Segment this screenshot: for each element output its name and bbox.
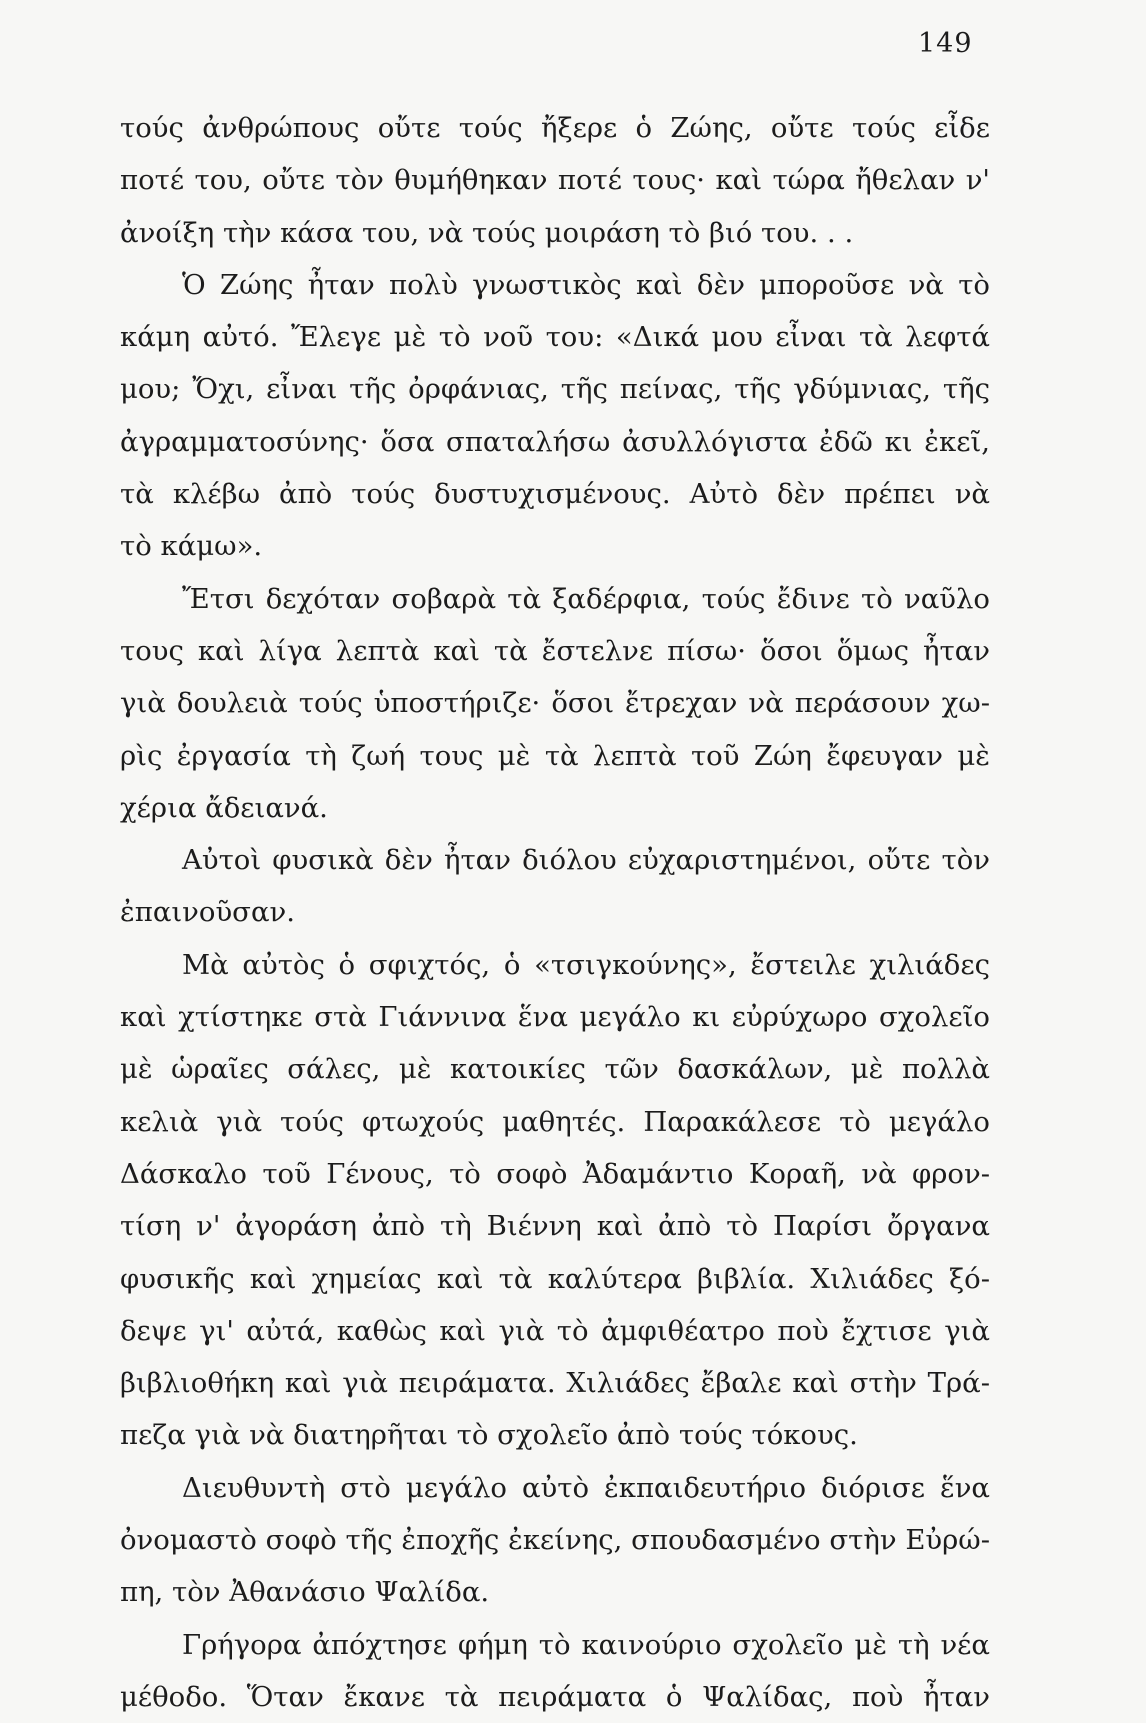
text-line: Δάσκαλο τοῦ Γένους, τὸ σοφὸ Ἀδαμάντιο Κοραῆ, νὰ φρον- (120, 1157, 990, 1190)
page-number: 149 (918, 28, 973, 59)
text-line: τὸ κάμω». (120, 530, 263, 563)
text-line: μὲ ὡραῖες σάλες, μὲ κατοικίες τῶν δασκάλων, μὲ πολλὰ (120, 1053, 990, 1086)
text-line: χέρια ἄδειανά. (120, 791, 328, 824)
text-line: Γρήγορα ἀπόχτησε φήμη τὸ καινούριο σχολεῖο μὲ τὴ νέα (182, 1628, 990, 1661)
text-line: πεζα γιὰ νὰ διατηρῆται τὸ σχολεῖο ἀπὸ τούς τόκους. (120, 1419, 858, 1452)
text-line: μέθοδο. Ὅταν ἔκανε τὰ πειράματα ὁ Ψαλίδας, ποὺ ἦταν (120, 1680, 990, 1713)
text-line: πη, τὸν Ἀθανάσιο Ψαλίδα. (120, 1576, 490, 1609)
text-line: Ἔτσι δεχόταν σοβαρὰ τὰ ξαδέρφια, τούς ἔδινε τὸ ναῦλο (182, 582, 990, 615)
text-line: φυσικῆς καὶ χημείας καὶ τὰ καλύτερα βιβλία. Χιλιάδες ξό- (120, 1262, 990, 1295)
text-line: τους καὶ λίγα λεπτὰ καὶ τὰ ἔστελνε πίσω· ὅσοι ὅμως ἦταν (120, 634, 990, 667)
text-line: Διευθυντὴ στὸ μεγάλο αὐτὸ ἐκπαιδευτήριο διόρισε ἕνα (182, 1471, 990, 1504)
text-line: βιβλιοθήκη καὶ γιὰ πειράματα. Χιλιάδες ἔβαλε καὶ στὴν Τρά- (120, 1367, 990, 1400)
text-line: γιὰ δουλειὰ τούς ὑποστήριζε· ὅσοι ἔτρεχαν νὰ περάσουν χω- (120, 687, 990, 720)
text-line: Μὰ αὐτὸς ὁ σφιχτός, ὁ «τσιγκούνης», ἔστειλε χιλιάδες (182, 948, 990, 981)
text-line: Ὁ Ζώης ἦταν πολὺ γνωστικὸς καὶ δὲν μποροῦσε νὰ τὸ (182, 268, 990, 301)
body-text (120, 102, 990, 1723)
text-line: τίση ν' ἀγοράση ἀπὸ τὴ Βιέννη καὶ ἀπὸ τὸ Παρίσι ὄργανα (120, 1210, 990, 1243)
text-line: δεψε γι' αὐτά, καθὼς καὶ γιὰ τὸ ἀμφιθέατρο ποὺ ἔχτισε γιὰ (120, 1314, 990, 1347)
text-line: μου; Ὄχι, εἶναι τῆς ὀρφάνιας, τῆς πείνας, τῆς γδύμνιας, τῆς (120, 373, 990, 406)
text-line: τούς ἀνθρώπους οὔτε τούς ἤξερε ὁ Ζώης, οὔτε τούς εἶδε (120, 112, 990, 144)
text-line: ἀνοίξη τὴν κάσα του, νὰ τούς μοιράση τὸ βιό του. . . (120, 216, 854, 249)
text-line: Αὐτοὶ φυσικὰ δὲν ἦταν διόλου εὐχαριστημένοι, οὔτε τὸν (182, 844, 990, 877)
text-line: τὰ κλέβω ἀπὸ τούς δυστυχισμένους. Αὐτὸ δὲν πρέπει νὰ (120, 478, 990, 511)
text-line: ἐπαινοῦσαν. (120, 896, 295, 929)
text-line: κελιὰ γιὰ τούς φτωχούς μαθητές. Παρακάλεσε τὸ μεγάλο (120, 1105, 990, 1138)
text-line: κάμη αὐτό. Ἔλεγε μὲ τὸ νοῦ του: «Δικά μου εἶναι τὰ λεφτά (120, 321, 990, 354)
text-line: ρὶς ἐργασία τὴ ζωή τους μὲ τὰ λεπτὰ τοῦ Ζώη ἔφευγαν μὲ (120, 739, 990, 772)
text-line: ποτέ του, οὔτε τὸν θυμήθηκαν ποτέ τους· καὶ τώρα ἤθελαν ν' (120, 164, 990, 197)
text-line: καὶ χτίστηκε στὰ Γιάννινα ἕνα μεγάλο κι εὐρύχωρο σχολεῖο (120, 1001, 990, 1034)
text-line: ἀγραμματοσύνης· ὅσα σπαταλήσω ἀσυλλόγιστα ἐδῶ κι ἐκεῖ, (120, 425, 990, 458)
text-line: ὀνομαστὸ σοφὸ τῆς ἐποχῆς ἐκείνης, σπουδασμένο στὴν Εὐρώ- (120, 1524, 990, 1557)
